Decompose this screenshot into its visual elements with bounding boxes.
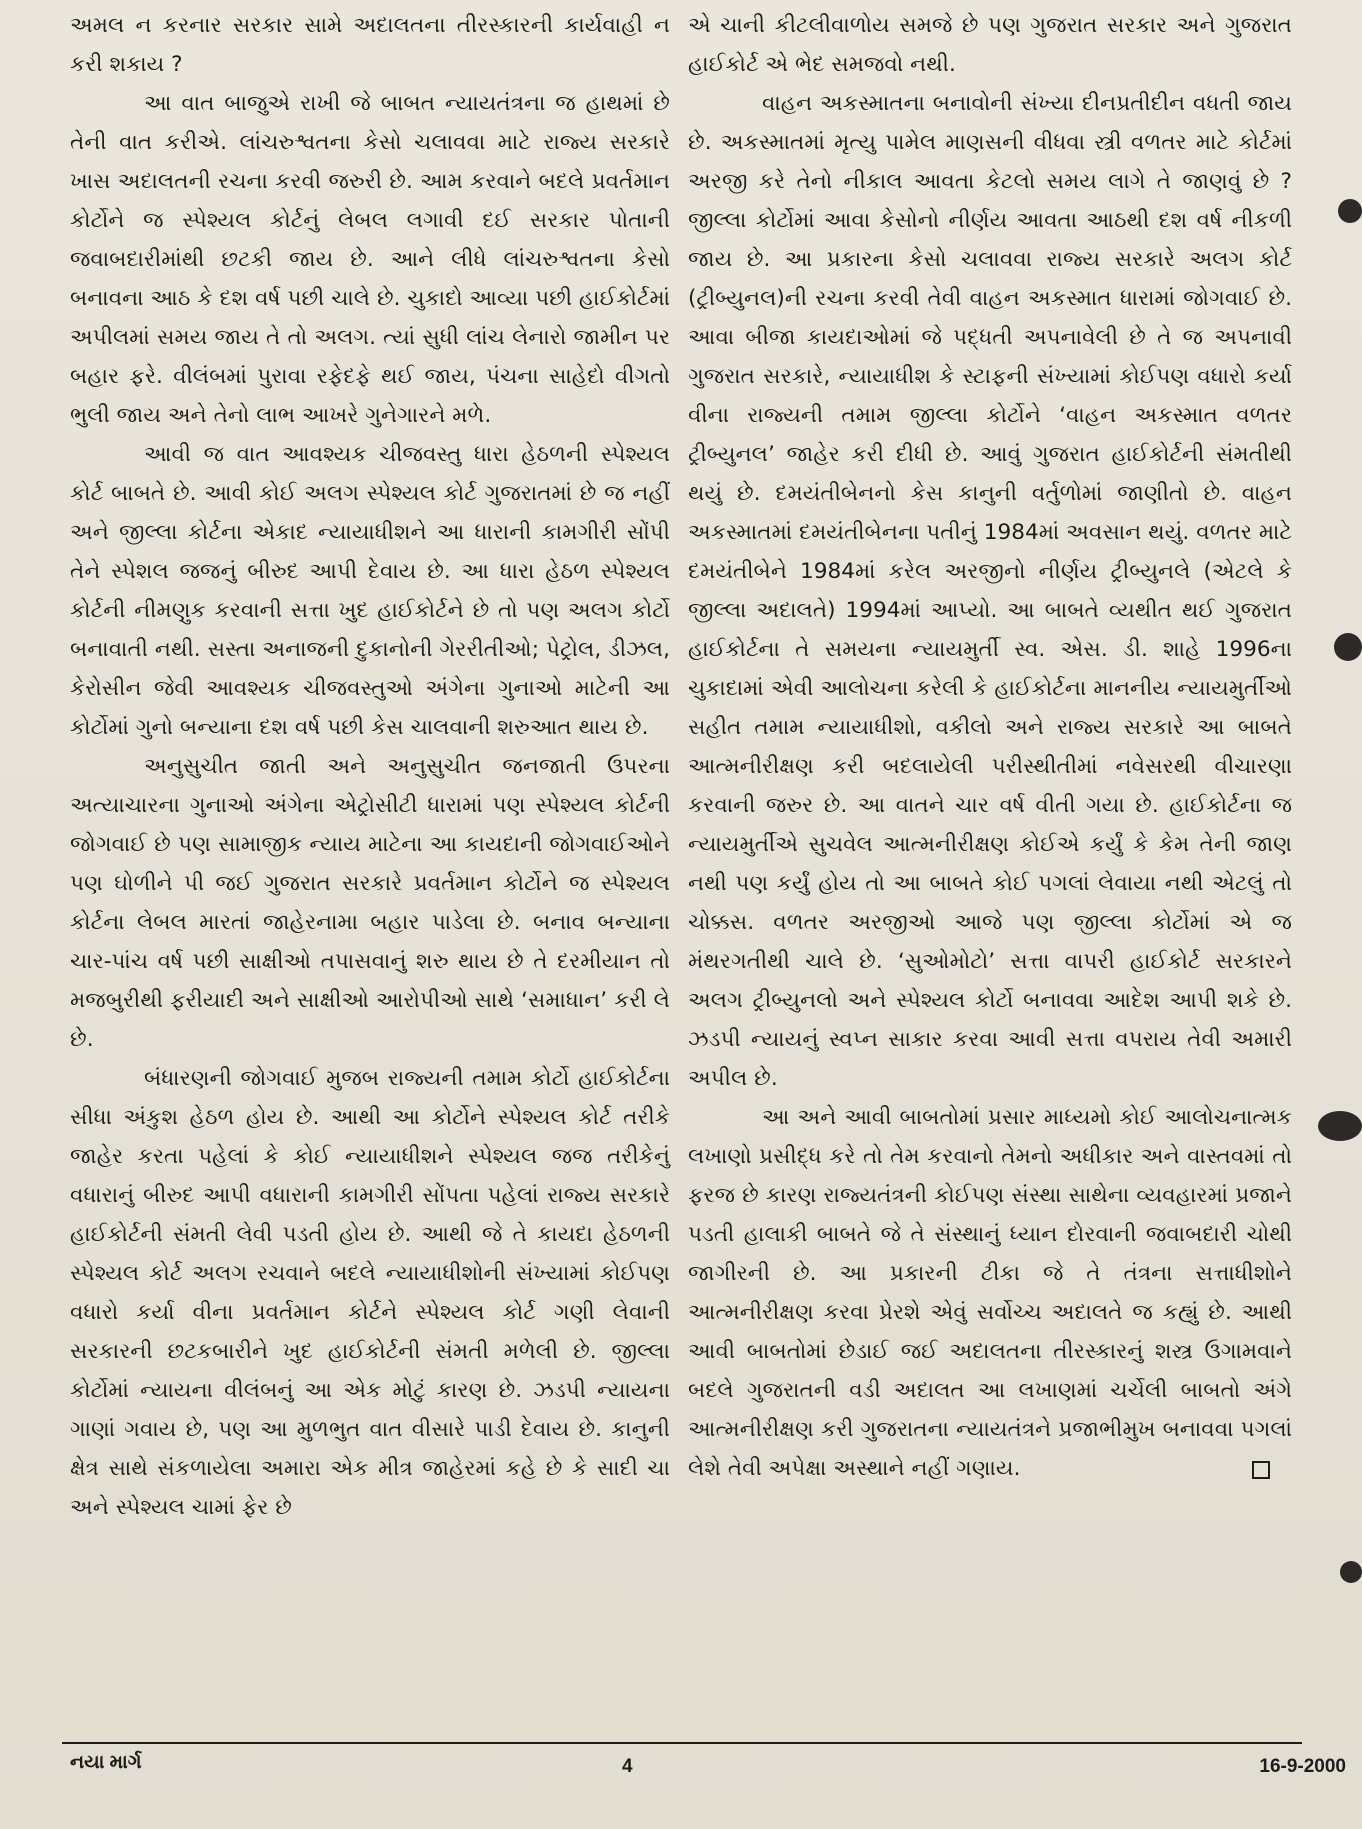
left-paragraph-2: આ વાત બાજુએ રાખી જે બાબત ન્યાયતંત્રના જ હાથમાં છે તેની વાત કરીએ. લાંચરુશ્વતના કેસો ચલાવવા માટે રાજ્ય સરકારે ખાસ અદાલતની રચના કરવી જરુરી છે. આમ કરવાને બદલે પ્રવર્તમાન કોર્ટોને જ સ્પેશ્યલ કોર્ટનું લેબલ લગાવી દઈ સરકાર પોતાની જવાબદારીમાંથી છટકી જાય છે. આને લીધે લાંચરુશ્વતના કેસો બનાવના આઠ કે દશ વર્ષ પછી ચાલે છે. ચુકાદો આવ્યા પછી હાઈકોર્ટમાં અપીલમાં સમય જાય તે તો અલગ. ત્યાં સુધી લાંચ લેનારો જામીન પર બહાર ફરે. વીલંબમાં પુરાવા રફેદફે થઈ જાય, પંચના સાહેદો વીગતો ભુલી જાય અને તેનો લાભ આખરે ગુનેગારને મળે. xyxy=(70,91,670,428)
punch-hole-2 xyxy=(1334,633,1362,661)
right-column xyxy=(688,6,1292,1488)
publication-name: નયા માર્ગ xyxy=(70,1752,142,1773)
punch-hole-3 xyxy=(1318,1111,1362,1141)
left-paragraph-1: અમલ ન કરનાર સરકાર સામે અદાલતના તીરસ્કારની કાર્યવાહી ન કરી શકાય ? xyxy=(70,13,670,77)
end-of-article-icon xyxy=(1252,1461,1270,1479)
right-paragraph-3 xyxy=(688,1098,1292,1488)
page-number: 4 xyxy=(622,1756,633,1777)
left-paragraph-3: આવી જ વાત આવશ્યક ચીજવસ્તુ ધારા હેઠળની સ્પેશ્યલ કોર્ટ બાબતે છે. આવી કોઈ અલગ સ્પેશ્યલ કોર્ટ ગુજરાતમાં છે જ નહીં અને જીલ્લા કોર્ટના એકાદ ન્યાયાધીશને આ ધારાની કામગીરી સોંપી તેને સ્પેશલ જજનું બીરુદ આપી દેવાય છે. આ ધારા હેઠળ સ્પેશ્યલ કોર્ટની નીમણુક કરવાની સત્તા ખુદ હાઈકોર્ટને છે તો પણ અલગ કોર્ટો બનાવાતી નથી. સસ્તા અનાજની દુકાનોની ગેરરીતીઓ; પેટ્રોલ, ડીઝલ, કેરોસીન જેવી આવશ્યક ચીજવસ્તુઓ અંગેના ગુનાઓ માટેની આ કોર્ટોમાં ગુનો બન્યાના દશ વર્ષ પછી કેસ ચાલવાની શરુઆત થાય છે. xyxy=(70,442,670,740)
left-paragraph-5: બંધારણની જોગવાઈ મુજબ રાજ્યની તમામ કોર્ટો હાઈકોર્ટના સીધા અંકુશ હેઠળ હોય છે. આથી આ કોર્ટોને સ્પેશ્યલ કોર્ટ તરીકે જાહેર કરતા પહેલાં કે કોઈ ન્યાયાધીશને સ્પેશ્યલ જજ તરીકેનું વધારાનું બીરુદ આપી વધારાની કામગીરી સોંપતા પહેલાં રાજ્ય સરકારે હાઈકોર્ટની સંમતી લેવી પડતી હોય છે. આથી જે તે કાયદા હેઠળની સ્પેશ્યલ કોર્ટ અલગ રચવાને બદલે ન્યાયાધીશોની સંખ્યામાં કોઈપણ વધારો કર્યા વીના પ્રવર્તમાન કોર્ટને સ્પેશ્યલ કોર્ટ ગણી લેવાની સરકારની છટકબારીને ખુદ હાઈકોર્ટની સંમતી મળેલી છે. જીલ્લા કોર્ટોમાં ન્યાયના વીલંબનું આ એક મોટું કારણ છે. ઝડપી ન્યાયના ગાણાં ગવાય છે, પણ આ મુળભુત વાત વીસારે પાડી દેવાય છે. કાનુની ક્ષેત્ર સાથે સંકળાયેલા અમારા એક મીત્ર જાહેરમાં કહે છે કે સાદી ચા અને સ્પેશ્યલ ચામાં ફેર છે xyxy=(70,1066,670,1520)
right-paragraph-2: વાહન અકસ્માતના બનાવોની સંખ્યા દીનપ્રતીદીન વધતી જાય છે. અકસ્માતમાં મૃત્યુ પામેલ માણસની વીધવા સ્ત્રી વળતર માટે કોર્ટમાં અરજી કરે તેનો નીકાલ આવતા કેટલો સમય લાગે તે જાણવું છે ? જીલ્લા કોર્ટોમાં આવા કેસોનો નીર્ણય આવતા આઠથી દશ વર્ષ નીકળી જાય છે. આ પ્રકારના કેસો ચલાવવા રાજ્ય સરકારે અલગ કોર્ટ (ટ્રીબ્યુનલ)ની રચના કરવી તેવી વાહન અકસ્માત ધારામાં જોગવાઈ છે. આવા બીજા કાયદાઓમાં જે પદ્ધતી અપનાવેલી છે તે જ અપનાવી ગુજરાત સરકારે, ન્યાયાધીશ કે સ્ટાફની સંખ્યામાં કોઈપણ વધારો કર્યા વીના રાજ્યની તમામ જીલ્લા કોર્ટોને ‘વાહન અકસ્માત વળતર ટ્રીબ્યુનલ’ જાહેર કરી દીધી છે. આવું ગુજરાત હાઈકોર્ટની સંમતીથી થયું છે. દમયંતીબેનનો કેસ કાનુની વર્તુળોમાં જાણીતો છે. વાહન અકસ્માતમાં દમયંતીબેનના પતીનું 1984માં અવસાન થયું. વળતર માટે દમયંતીબેને 1984માં કરેલ અરજીનો નીર્ણય ટ્રીબ્યુનલે (એટલે કે જીલ્લા અદાલતે) 1994માં આપ્યો. આ બાબતે વ્યથીત થઈ ગુજરાત હાઈકોર્ટના તે સમયના ન્યાયમુર્તી સ્વ. એસ. ડી. શાહે 1996ના ચુકાદામાં એવી આલોચના કરેલી કે હાઈકોર્ટના માનનીય ન્યાયમુર્તીઓ સહીત તમામ ન્યાયાધીશો, વકીલો અને રાજ્ય સરકારે આ બાબતે આત્મનીરીક્ષણ કરી બદલાયેલી પરીસ્થીતીમાં નવેસરથી વીચારણા કરવાની જરુર છે. આ વાતને ચાર વર્ષ વીતી ગયા છે. હાઈકોર્ટના જ ન્યાયમુર્તીએ સુચવેલ આત્મનીરીક્ષણ કોઈએ કર્યું કે કેમ તેની જાણ નથી પણ કર્યું હોય તો આ બાબતે કોઈ પગલાં લેવાયા નથી એટલું તો ચોક્કસ. વળતર અરજીઓ આજે પણ જીલ્લા કોર્ટોમાં એ જ મંથરગતીથી ચાલે છે. ‘સુઓમોટો’ સત્તા વાપરી હાઈકોર્ટ સરકારને અલગ ટ્રીબ્યુનલો અને સ્પેશ્યલ કોર્ટો બનાવવા આદેશ આપી શકે છે. ઝડપી ન્યાયનું સ્વપ્ન સાકાર કરવા આવી સત્તા વપરાય તેવી અમારી અપીલ છે. xyxy=(688,91,1292,1091)
right-paragraph-3-text: આ અને આવી બાબતોમાં પ્રસાર માધ્યમો કોઈ આલોચનાત્મક લખાણો પ્રસીદ્ધ કરે તો તેમ કરવાનો તેમનો અધીકાર અને વાસ્તવમાં તો ફરજ છે કારણ રાજ્યતંત્રની કોઈપણ સંસ્થા સાથેના વ્યવહારમાં પ્રજાને પડતી હાલાકી બાબતે જે તે સંસ્થાનું ધ્યાન દોરવાની જવાબદારી ચોથી જાગીરની છે. આ પ્રકારની ટીકા જે તે તંત્રના સત્તાધીશોને આત્મનીરીક્ષણ કરવા પ્રેરશે એવું સર્વોચ્ચ અદાલતે જ કહ્યું છે. આથી આવી બાબતોમાં છેડાઈ જઈ અદાલતના તીરસ્કારનું શસ્ત્ર ઉગામવાને બદલે ગુજરાતની વડી અદાલત આ લખાણમાં ચર્ચેલી બાબતો અંગે આત્મનીરીક્ષણ કરી ગુજરાતના ન્યાયતંત્રને પ્રજાભીમુખ બનાવવા પગલાં લેશે તેવી અપેક્ષા અસ્થાને નહીં ગણાય. xyxy=(688,1105,1293,1481)
footer-divider xyxy=(62,1742,1302,1744)
left-column xyxy=(70,6,670,1527)
issue-date: 16-9-2000 xyxy=(1259,1756,1346,1777)
left-paragraph-4: અનુસુચીત જાતી અને અનુસુચીત જનજાતી ઉપરના અત્યાચારના ગુનાઓ અંગેના એટ્રોસીટી ધારામાં પણ સ્પેશ્યલ કોર્ટની જોગવાઈ છે પણ સામાજીક ન્યાય માટેના આ કાયદાની જોગવાઈઓને પણ ઘોળીને પી જઈ ગુજરાત સરકારે પ્રવર્તમાન કોર્ટોને જ સ્પેશ્યલ કોર્ટના લેબલ મારતાં જાહેરનામા બહાર પાડેલા છે. બનાવ બન્યાના ચાર-પાંચ વર્ષ પછી સાક્ષીઓ તપાસવાનું શરુ થાય છે તે દરમીયાન તો મજબુરીથી ફરીયાદી અને સાક્ષીઓ આરોપીઓ સાથે ‘સમાધાન’ કરી લે છે. xyxy=(70,754,670,1052)
punch-hole-4 xyxy=(1340,1561,1362,1583)
punch-hole-1 xyxy=(1338,199,1362,223)
page-footer xyxy=(62,1748,1346,1788)
right-paragraph-1: એ ચાની કીટલીવાળોય સમજે છે પણ ગુજરાત સરકાર અને ગુજરાત હાઈકોર્ટ એ ભેદ સમજવો નથી. xyxy=(688,13,1292,77)
